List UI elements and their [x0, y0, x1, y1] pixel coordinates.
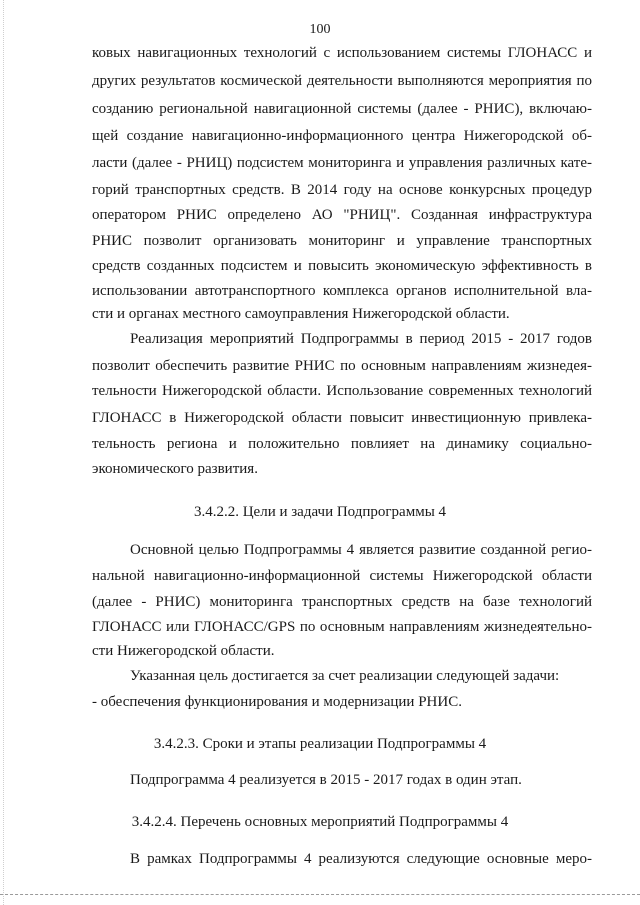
paragraph-line: средств созданных подсистем и повысить экономическую эффективность в: [92, 258, 592, 274]
paragraph-line: нальной навигационно-информационной системы Нижегородской области: [92, 568, 592, 584]
paragraph-line: ковых навигационных технологий с использованием системы ГЛОНАСС и: [92, 45, 592, 61]
paragraph-line: В рамках Подпрограммы 4 реализуются следующие основные меро-: [130, 851, 592, 867]
paragraph-line: тельности Нижегородской области. Использование современных технологий: [92, 383, 592, 399]
paragraph-line: экономического развития.: [92, 461, 258, 477]
paragraph-line: ласти (далее - РНИЦ) подсистем мониторинга и управления различных кате-: [92, 155, 592, 171]
paragraph-line: Основной целью Подпрограммы 4 является развитие созданной регио-: [130, 542, 592, 558]
paragraph-line: других результатов космической деятельности выполняются мероприятия по: [92, 73, 592, 89]
paragraph-line: щей создание навигационно-информационного центра Нижегородской об-: [92, 128, 592, 144]
page-number: 100: [309, 22, 331, 37]
paragraph-line: сти и органах местного самоуправления Нижегородской области.: [92, 306, 510, 322]
paragraph-line: использовании автотранспортного комплекса органов исполнительной вла-: [92, 283, 592, 299]
section-heading: 3.4.2.2. Цели и задачи Подпрограммы 4: [193, 504, 447, 520]
paragraph-line: позволит обеспечить развитие РНИС по основным направлениям жизнедея-: [92, 358, 592, 374]
paragraph-line: ГЛОНАСС в Нижегородской области повысит инвестиционную привлека-: [92, 410, 592, 426]
paragraph-line: сти Нижегородской области.: [92, 643, 275, 659]
paragraph-line: тельность региона и положительно повлияет на динамику социально-: [92, 436, 592, 452]
paragraph-line: созданию региональной навигационной системы (далее - РНИС), включаю-: [92, 101, 592, 117]
bullet-item: - обеспечения функционирования и модернизации РНИС.: [92, 694, 462, 710]
scan-edge: [3, 0, 4, 905]
paragraph-line: оператором РНИС определено АО "РНИЦ". Созданная инфраструктура: [92, 207, 592, 223]
section-heading: 3.4.2.4. Перечень основных мероприятий Подпрограммы 4: [131, 814, 509, 830]
section-heading: 3.4.2.3. Сроки и этапы реализации Подпрограммы 4: [153, 736, 487, 752]
paragraph-line: ГЛОНАСС или ГЛОНАСС/GPS по основным направлениям жизнедеятельно-: [92, 619, 592, 635]
paragraph-line: Указанная цель достигается за счет реализации следующей задачи:: [130, 668, 560, 684]
paragraph-line: Подпрограмма 4 реализуется в 2015 - 2017 годах в один этап.: [130, 772, 522, 788]
paragraph-line: РНИС позволит организовать мониторинг и управление транспортных: [92, 233, 592, 249]
paragraph-line: горий транспортных средств. В 2014 году на основе конкурсных процедур: [92, 182, 592, 198]
paragraph-line: Реализация мероприятий Подпрограммы в период 2015 - 2017 годов: [130, 331, 592, 347]
paragraph-line: (далее - РНИС) мониторинга транспортных средств на базе технологий: [92, 594, 592, 610]
scan-bottom-rule: [0, 894, 640, 895]
